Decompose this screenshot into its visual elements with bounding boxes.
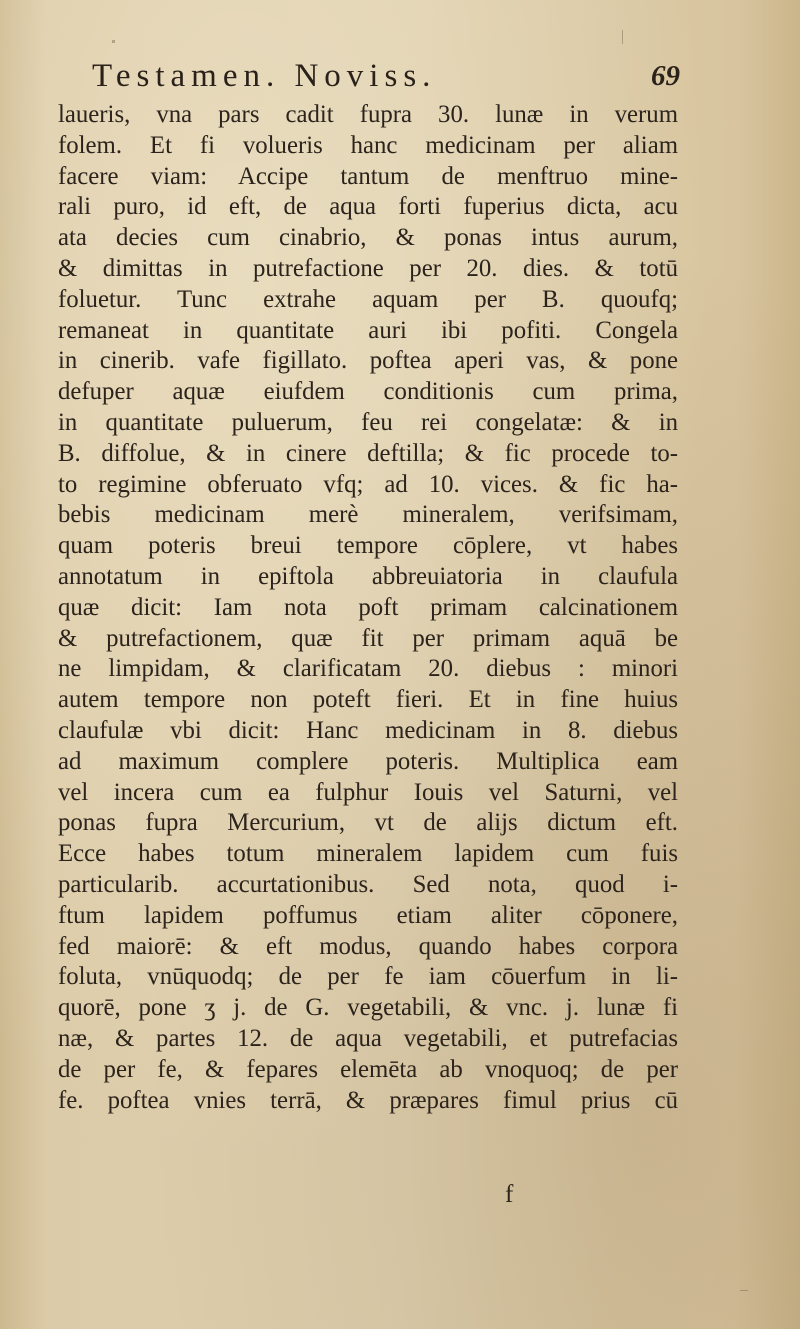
text-line: facere viam: Accipe tantum de menftruo mine-: [58, 162, 678, 190]
text-line: bebis medicinam merè mineralem, verifsimam,: [58, 501, 678, 529]
text-line: foluetur. Tunc extrahe aquam per B. quoufq;: [58, 285, 678, 313]
text-line: B. diffolue, & in cinere deftilla; & fic procede to-: [58, 439, 678, 467]
text-line: Ecce habes totum mineralem lapidem cum fuis: [58, 840, 678, 868]
text-line: rali puro, id eft, de aqua forti fuperius dicta, acu: [58, 193, 678, 221]
text-line: defuper aquæ eiufdem conditionis cum prima,: [58, 378, 678, 406]
body-text: [58, 100, 678, 1116]
running-title: Testamen. Noviss.: [92, 58, 437, 94]
text-line: & dimittas in putrefactione per 20. dies. & totū: [58, 254, 678, 282]
text-line: & putrefactionem, quæ fit per primam aquā be: [58, 624, 678, 652]
text-line: to regimine obferuato vfq; ad 10. vices. & fic ha-: [58, 470, 678, 498]
ink-speck: [622, 30, 623, 44]
text-line: fe. poftea vnies terrā, & præpares fimul prius cū: [58, 1086, 678, 1114]
text-line: ata decies cum cinabrio, & ponas intus aurum,: [58, 224, 678, 252]
text-line: autem tempore non poteft fieri. Et in fine huius: [58, 686, 678, 714]
text-line: laueris, vna pars cadit fupra 30. lunæ in verum: [58, 101, 678, 128]
text-line: ad maximum complere poteris. Multiplica eam: [58, 747, 678, 775]
text-line: particularib. accurtationibus. Sed nota, quod i-: [58, 870, 678, 898]
ink-speck: [112, 40, 115, 43]
text-line: quam poteris breui tempore cōplere, vt habes: [58, 532, 678, 560]
text-line: næ, & partes 12. de aqua vegetabili, et putrefacias: [58, 1024, 678, 1052]
text-line: ponas fupra Mercurium, vt de alijs dictum eft.: [58, 809, 678, 837]
text-line: vel incera cum ea fulphur Iouis vel Saturni, vel: [58, 778, 678, 806]
page-header: [82, 58, 680, 98]
text-line: annotatum in epiftola abbreuiatoria in claufula: [58, 562, 678, 590]
text-line: in cinerib. vafe figillato. poftea aperi vas, & pone: [58, 347, 678, 375]
text-line: quorē, pone ʒ j. de G. vegetabili, & vnc. j. lunæ fi: [58, 994, 678, 1022]
text-line: ne limpidam, & clarificatam 20. diebus : minori: [58, 655, 678, 683]
text-line: folem. Et fi volueris hanc medicinam per aliam: [58, 131, 678, 159]
text-line: remaneat in quantitate auri ibi pofiti. Congela: [58, 316, 678, 344]
text-line: in quantitate puluerum, feu rei congelatæ: & in: [58, 408, 678, 436]
text-line: de per fe, & fepares elemēta ab vnoquoq; de per: [58, 1055, 678, 1083]
text-line: quæ dicit: Iam nota poft primam calcinationem: [58, 593, 678, 621]
catchword: f: [505, 1181, 514, 1208]
text-line: claufulæ vbi dicit: Hanc medicinam in 8. diebus: [58, 716, 678, 744]
text-line: foluta, vnūquodq; de per fe iam cōuerfum in li-: [58, 963, 678, 991]
text-line: ftum lapidem poffumus etiam aliter cōponere,: [58, 901, 678, 929]
text-line: fed maiorē: & eft modus, quando habes corpora: [58, 932, 678, 960]
page-number: 69: [651, 60, 680, 92]
ink-speck: [740, 1290, 748, 1291]
